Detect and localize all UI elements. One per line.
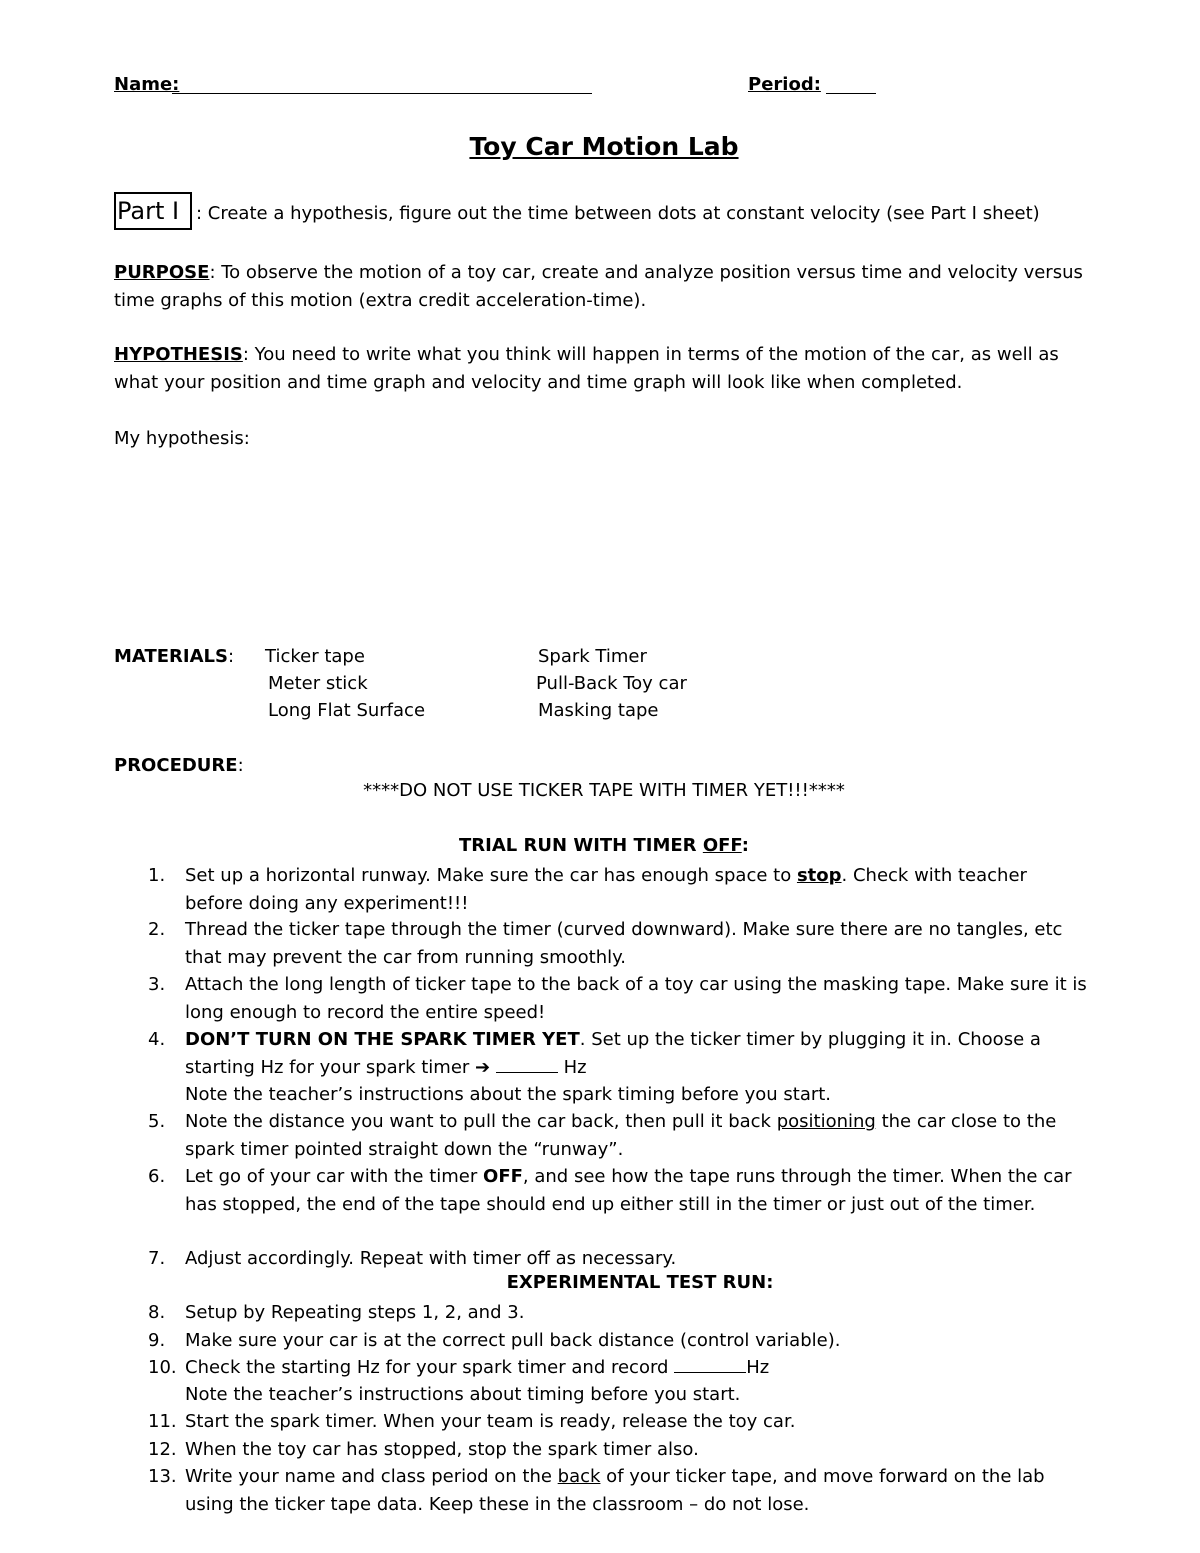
step-emphasis: back [557, 1466, 601, 1487]
materials-column-1 [265, 643, 425, 724]
step-emphasis: OFF [483, 1166, 523, 1187]
step-number: 8. [148, 1302, 166, 1323]
step-text: Set up a horizontal runway. Make sure the car has enough space to [185, 865, 797, 886]
step-number: 2. [148, 919, 166, 940]
step-text: Write your name and class period on the [185, 1466, 558, 1487]
step-text: . Set up the ticker timer by plugging it in. Choose a starting Hz for your spark timer [185, 1029, 1041, 1078]
step-text: Let go of your car with the timer [185, 1166, 484, 1187]
trial-heading-off: OFF [702, 835, 742, 856]
materials-column-2 [538, 643, 687, 724]
material-item: Spark Timer [538, 646, 647, 667]
step-text: Start the spark timer. When your team is ready, release the toy car. [185, 1411, 796, 1432]
step-text: Note the distance you want to pull the car back, then pull it back [185, 1111, 777, 1132]
step-number: 9. [148, 1330, 166, 1351]
material-item: Pull-Back Toy car [536, 673, 687, 694]
name-label: Name: [114, 74, 180, 95]
step-text: Setup by Repeating steps 1, 2, and 3. [185, 1302, 525, 1323]
trial-heading-colon: : [741, 835, 749, 856]
experimental-run-heading: EXPERIMENTAL TEST RUN: [506, 1272, 774, 1293]
materials-heading [114, 643, 254, 671]
step-number: 10. [148, 1357, 177, 1378]
part-one-label: Part I [114, 192, 192, 230]
step-number: 7. [148, 1248, 166, 1269]
step-text: When the toy car has stopped, stop the spark timer also. [185, 1439, 699, 1460]
step-text: the car close to the spark timer pointed straight down the “runway”. [185, 1111, 1057, 1160]
step-emphasis: positioning [776, 1111, 876, 1132]
hz-unit: Hz [746, 1357, 770, 1378]
step-number: 11. [148, 1411, 177, 1432]
step-text: Thread the ticker tape through the timer (curved downward). Make sure there are no tangles, etc that may prevent the car from running smoothly. [185, 919, 1063, 968]
hypothesis-label: HYPOTHESIS [114, 344, 243, 365]
purpose-section [114, 259, 1104, 315]
my-hypothesis-label: My hypothesis: [114, 428, 250, 449]
materials-colon: : [227, 646, 235, 667]
step-number: 5. [148, 1111, 166, 1132]
step-number: 3. [148, 974, 166, 995]
step-emphasis: stop [796, 865, 842, 886]
trial-heading-text: TRIAL RUN WITH TIMER [459, 835, 703, 856]
period-blank-line [826, 93, 876, 94]
material-item: Meter stick [268, 673, 368, 694]
hz-blank-line [674, 1354, 746, 1373]
hypothesis-section [114, 341, 1104, 397]
materials-label: MATERIALS [114, 646, 228, 667]
step-number: 6. [148, 1166, 166, 1187]
procedure-heading [114, 752, 254, 780]
hz-blank-line [496, 1054, 558, 1073]
step-number: 4. [148, 1029, 166, 1050]
arrow-right-icon: ➔ [475, 1056, 491, 1078]
trial-run-heading [0, 835, 1200, 856]
material-item: Ticker tape [265, 646, 365, 667]
name-blank-line [172, 93, 592, 94]
hz-unit: Hz [557, 1056, 587, 1078]
hypothesis-text: : You need to write what you think will happen in terms of the motion of the car, as well as what your position and time graph and velocity and time graph will look like when completed. [114, 344, 1059, 393]
step-number: 12. [148, 1439, 177, 1460]
step-text: Make sure your car is at the correct pull back distance (control variable). [185, 1330, 841, 1351]
step-note: Note the teacher’s instructions about timing before you start. [185, 1384, 741, 1405]
step-emphasis: DON’T TURN ON THE SPARK TIMER YET [185, 1029, 580, 1050]
step-text: , and see how the tape runs through the timer. When the car has stopped, the end of the tape should end up either still in the timer or just out of the timer. [185, 1166, 1072, 1215]
step-text: . Check with teacher before doing any experiment!!! [185, 865, 1027, 914]
material-item: Masking tape [538, 700, 659, 721]
purpose-text: : To observe the motion of a toy car, create and analyze position versus time and velocity versus time graphs of this motion (extra credit acceleration-time). [114, 262, 1083, 311]
step-note: Note the teacher’s instructions about the spark timing before you start. [185, 1084, 832, 1105]
procedure-label: PROCEDURE [114, 755, 238, 776]
step-text: Adjust accordingly. Repeat with timer off as necessary. [185, 1248, 677, 1269]
procedure-colon: : [237, 755, 244, 776]
period-label: Period: [748, 74, 821, 95]
page-title: Toy Car Motion Lab [469, 132, 739, 161]
part-one-text: : Create a hypothesis, figure out the time between dots at constant velocity (see Part I sheet) [196, 203, 1040, 224]
material-item: Long Flat Surface [268, 700, 426, 721]
step-text: Check the starting Hz for your spark timer and record [185, 1357, 675, 1378]
step-text: Attach the long length of ticker tape to the back of a toy car using the masking tape. Make sure it is long enough to record the entire speed! [185, 974, 1087, 1023]
step-number: 13. [148, 1466, 177, 1487]
ticker-warning: ****DO NOT USE TICKER TAPE WITH TIMER YET!!!**** [363, 780, 845, 801]
purpose-label: PURPOSE [114, 262, 210, 283]
step-text: of your ticker tape, and move forward on the lab using the ticker tape data. Keep these in the classroom – do not lose. [185, 1466, 1045, 1515]
step-number: 1. [148, 865, 166, 886]
